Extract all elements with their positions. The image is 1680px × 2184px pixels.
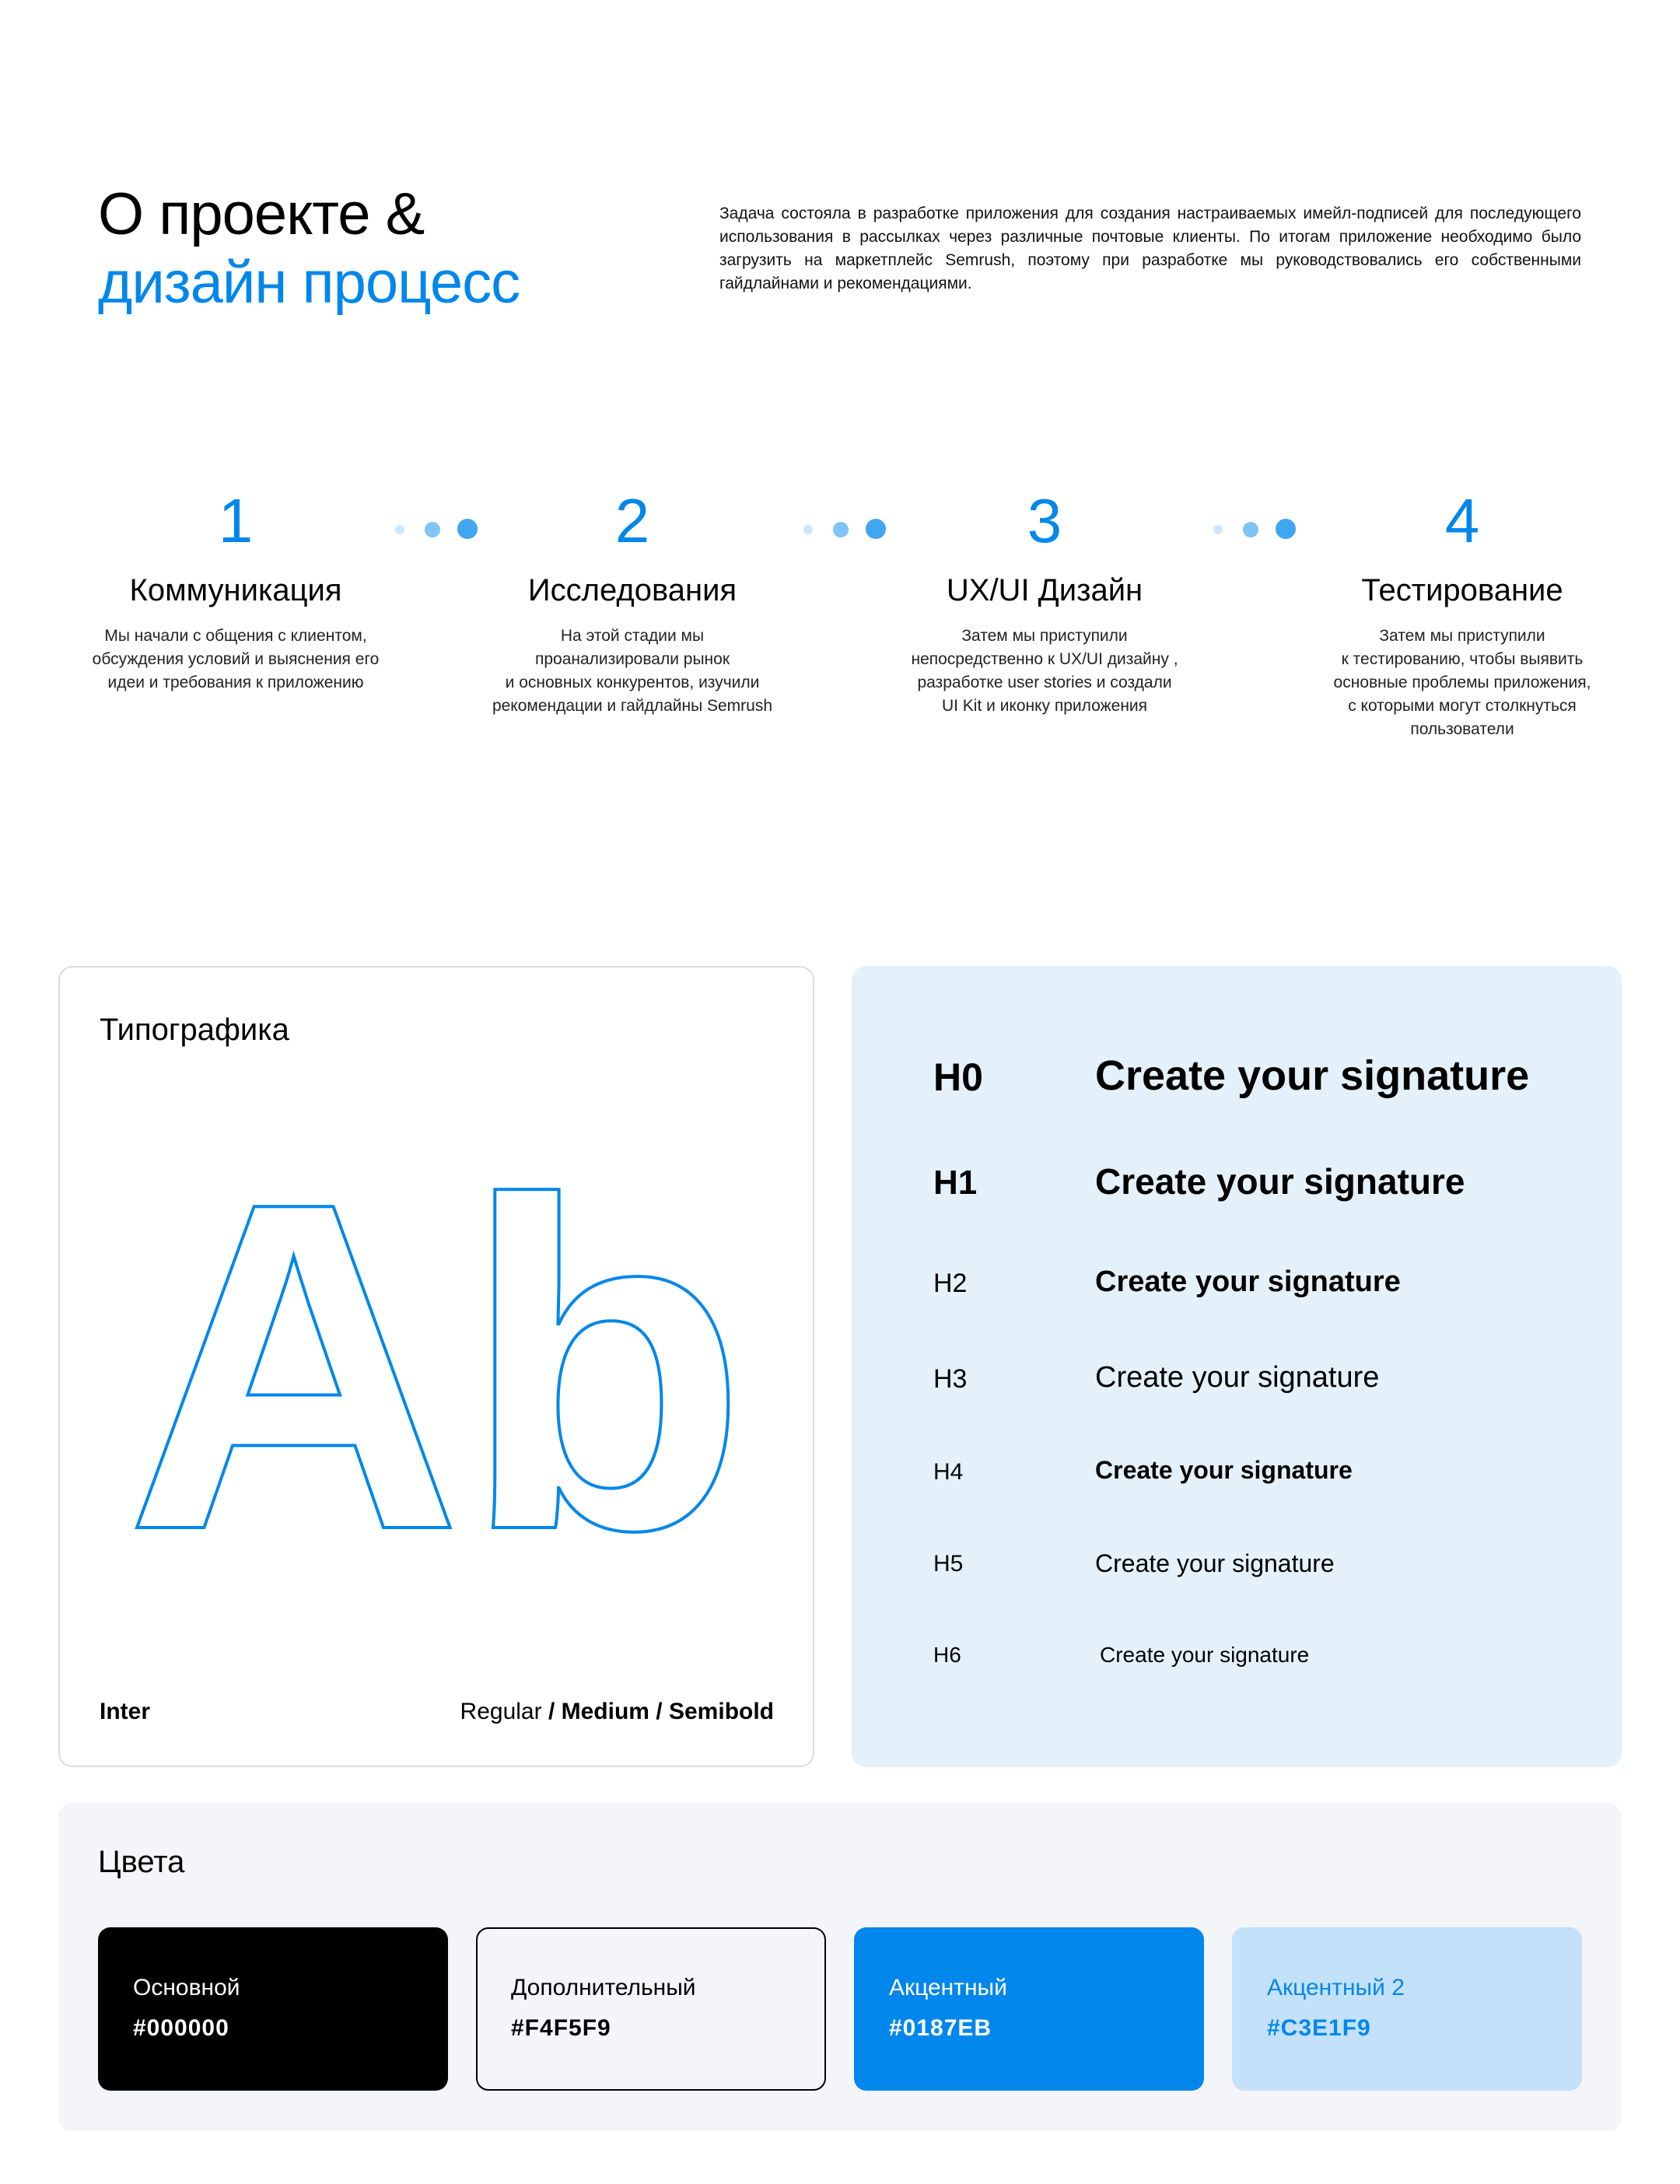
heading-tag: H3 [933,1364,968,1394]
typography-title: Типографика [100,1013,289,1047]
specimen-text: Ab [125,1106,747,1627]
weight-semibold: Semibold [668,1699,774,1724]
heading-sample: Create your signature [1095,1161,1465,1202]
colors-card [58,1803,1622,2131]
step-number: 1 [218,486,254,555]
heading-sample: Create your signature [1095,1361,1380,1394]
swatch-name: Дополнительный [511,1975,696,2000]
dot-icon [833,522,849,537]
swatch-accent-2 [1232,1927,1582,2091]
headings-card [852,966,1622,1767]
heading-row-h0 [933,1052,1571,1098]
swatch-hex: #F4F5F9 [511,2015,611,2041]
weight-regular: Regular [460,1699,542,1724]
connector-dots [803,517,889,541]
step-title: UX/UI Дизайн [946,573,1143,607]
heading-row-h5 [933,1549,1571,1596]
heading-row-h1 [933,1160,1571,1207]
swatch-name: Основной [133,1975,240,2000]
swatch-secondary [476,1927,826,2091]
typography-card [58,966,814,1767]
font-name: Inter [100,1699,151,1724]
heading-tag: H0 [933,1055,983,1099]
step-text: Мы начали с общения с клиентом, обсуждения условий и выяснения его идеи и требования к приложению [92,627,380,691]
heading-tag: H4 [933,1459,964,1485]
heading-tag: H2 [933,1269,968,1298]
heading-row-h3 [933,1361,1571,1408]
specimen-ab-icon [60,1061,813,1706]
heading-sample: Create your signature [1100,1643,1310,1667]
swatch-primary [98,1927,448,2091]
swatch-name: Акцентный [889,1975,1007,2000]
swatch-name: Акцентный 2 [1267,1975,1405,2000]
page-title-line2: дизайн процесс [98,250,520,316]
step-title: Коммуникация [129,573,342,607]
step-4 [1299,486,1626,741]
heading-row-h2 [933,1265,1571,1312]
weight-medium: Medium [561,1699,649,1724]
heading-sample: Create your signature [1095,1265,1401,1298]
connector-dots [1213,517,1299,541]
intro-paragraph: Задача состояла в разработке приложения для создания настраиваемых имейл-подписей для последующего использования в рассылках через различные почтовые клиенты. По итогам приложение необходимо было загрузить на маркетплейс Semrush, поэтому при разработке мы руководствовались его собственными гайдлайнами и рекомендациями. [719,205,1581,292]
step-text: Затем мы приступили непосредственно к UX/UI дизайну , разработке user stories и создали UI Kit и иконку приложения [911,627,1178,715]
weight-separator: / [541,1699,562,1724]
step-number: 2 [614,486,650,555]
colors-title: Цвета [98,1845,185,1879]
weight-separator: / [649,1699,669,1724]
swatch-hex: #000000 [133,2015,229,2041]
heading-tag: H1 [933,1164,978,1202]
step-3 [881,486,1208,718]
dot-icon [425,522,440,537]
dot-icon [395,525,404,534]
dot-icon [1276,519,1296,539]
dot-icon [803,525,813,534]
swatch-hex: #C3E1F9 [1267,2015,1371,2041]
step-title: Тестирование [1361,573,1563,607]
heading-row-h4 [933,1456,1571,1503]
step-title: Исследования [527,573,737,607]
connector-dots [395,517,481,541]
swatch-hex: #0187EB [889,2015,992,2041]
step-2 [469,486,796,718]
font-weights [460,1699,774,1725]
step-number: 3 [1027,486,1062,555]
heading-sample: Create your signature [1095,1549,1335,1577]
dot-icon [1243,522,1258,537]
heading-tag: H6 [933,1643,961,1667]
dot-icon [1213,525,1223,534]
dot-icon [866,519,886,539]
dot-icon [457,519,478,539]
heading-tag: H5 [933,1551,964,1577]
swatch-accent [854,1927,1204,2091]
step-text: Затем мы приступили к тестированию, чтобы выявить основные проблемы приложения, с которыми могут столкнуться пользователи [1333,627,1591,738]
step-number: 4 [1444,486,1480,555]
page-title [98,180,520,317]
heading-row-h6 [933,1643,1571,1689]
heading-sample: Create your signature [1095,1456,1353,1484]
page-title-line1: О проекте & [98,181,425,247]
step-text: На этой стадии мы проанализировали рынок и основных конкурентов, изучили рекомендации и гайдлайны Semrush [492,627,773,715]
heading-sample: Create your signature [1095,1052,1530,1099]
step-1 [72,486,399,695]
